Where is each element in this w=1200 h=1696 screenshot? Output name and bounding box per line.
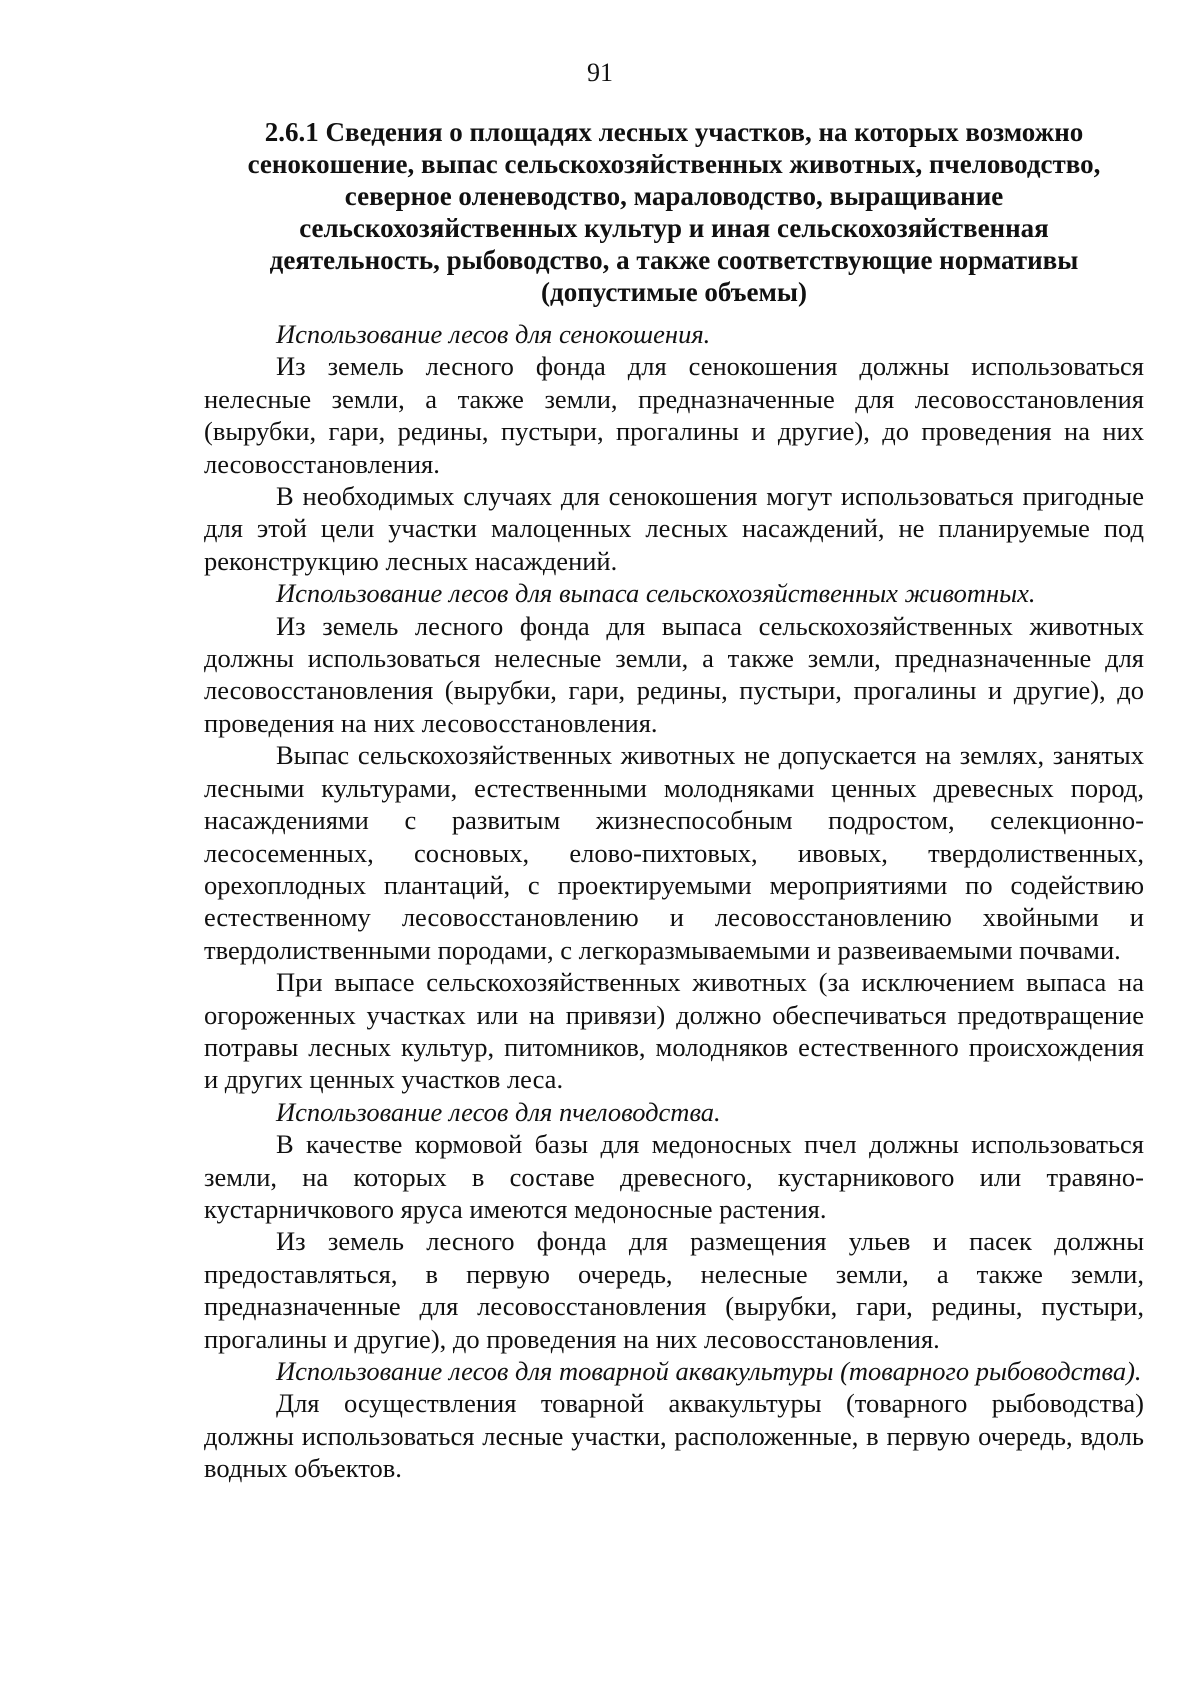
paragraph: При выпасе сельскохозяйственных животных (за исключением выпаса на огороженных участках или на привязи) должно обеспечиваться предотвращение потравы лесных культур, питомников, молодняков естественного происхождения и других ценных участков леса. <box>204 967 1144 1095</box>
paragraph: Из земель лесного фонда для размещения ульев и пасек должны предоставляться, в первую очередь, нелесные земли, а также земли, предназначенные для лесовосстановления (вырубки, гари, редины, пустыри, прогалины и другие), до проведения на них лесовосстановления. <box>204 1226 1144 1354</box>
paragraph: Для осуществления товарной аквакультуры (товарного рыбоводства) должны использоваться лесные участки, расположенные, в первую очередь, вдоль водных объектов. <box>204 1388 1144 1484</box>
paragraph: Из земель лесного фонда для выпаса сельскохозяйственных животных должны использоваться нелесные земли, а также земли, предназначенные для лесовосстановления (вырубки, гари, редины, пустыри, прогалины и другие), до проведения на них лесовосстановления. <box>204 610 1144 738</box>
section-heading: 2.6.1 Сведения о площадях лесных участков, на которых возможно сенокошение, выпас сельскохозяйственных животных, пчеловодство, северное оленеводство, мараловодство, выращивание сельскохозяйственных культур и иная сельскохозяйственная деятельность, рыбоводство, а также соответствующие нормативы (допустимые объемы) <box>247 117 1101 307</box>
page-number: 91 <box>587 58 613 87</box>
subsection-title-beekeeping: Использование лесов для пчеловодства. <box>276 1096 721 1127</box>
subsection-title-aquaculture: Использование лесов для товарной аквакультуры (товарного рыбоводства). <box>276 1356 1142 1386</box>
subsection-title-hay: Использование лесов для сенокошения. <box>276 319 711 349</box>
paragraph: В качестве кормовой базы для медоносных пчел должны использоваться земли, на которых в составе древесного, кустарникового или травяно-кустарничкового яруса имеются медоносные растения. <box>204 1129 1144 1224</box>
subsection-title-grazing: Использование лесов для выпаса сельскохозяйственных животных. <box>276 578 1036 609</box>
paragraph: Выпас сельскохозяйственных животных не допускается на землях, занятых лесными культурами, естественными молодняками ценных древесных пород, насаждениями с развитым жизнеспособным подростом, селекционно-лесосеменных, сосновых, елово-пихтовых, ивовых, твердолиственных, орехоплодных плантаций, с проектируемыми мероприятиями по содействию естественному лесовосстановлению и лесовосстановлению хвойными и твердолиственными породами, с легкоразмываемыми и развеиваемыми почвами. <box>204 740 1144 965</box>
paragraph: Из земель лесного фонда для сенокошения должны использоваться нелесные земли, а также земли, предназначенные для лесовосстановления (вырубки, гари, редины, пустыри, прогалины и другие), до проведения на них лесовосстановления. <box>204 351 1144 479</box>
page-content <box>204 116 1144 1485</box>
paragraph: В необходимых случаях для сенокошения могут использоваться пригодные для этой цели участки малоценных лесных насаждений, не планируемые под реконструкцию лесных насаждений. <box>204 481 1144 576</box>
